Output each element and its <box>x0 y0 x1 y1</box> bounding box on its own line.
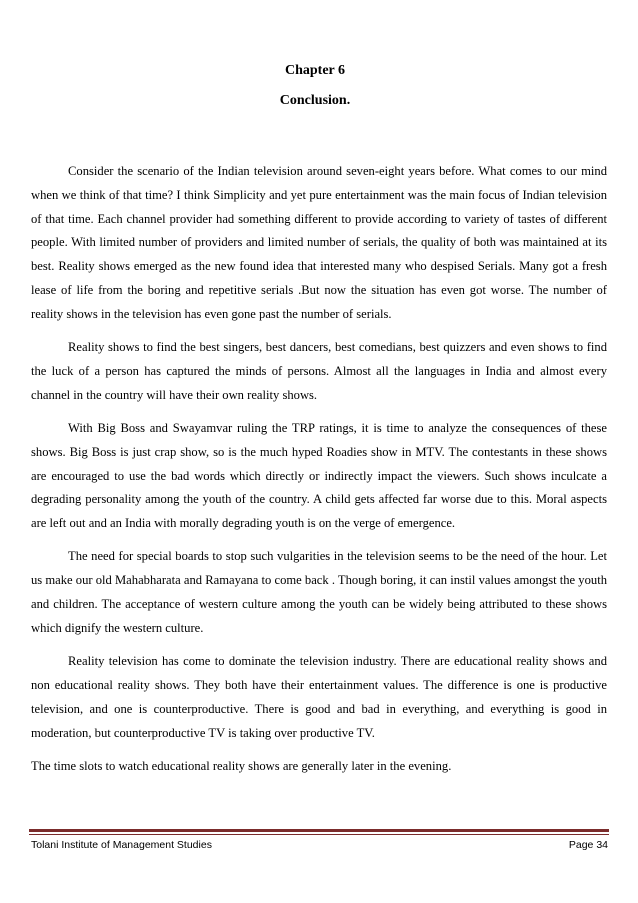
paragraph-6: The time slots to watch educational reality shows are generally later in the evening. <box>31 758 452 773</box>
footer-institute: Tolani Institute of Management Studies <box>31 839 212 851</box>
paragraph-1: Consider the scenario of the Indian television around seven-eight years before. What comes to our mind when we think of that time? I think Simplicity and yet pure entertainment was the main focus of Indian television of that time. Each channel provider had something different to provide according to variety of tastes of different people. With limited number of providers and limited number of serials, the quality of both was maintained at its best. Reality shows emerged as the new found idea that interested many who despised Serials. Many got a fresh lease of life from the boring and repetitive serials .But now the situation has even got worse. The number of reality shows in the television has even gone past the number of serials. <box>31 164 607 321</box>
paragraph-2: Reality shows to find the best singers, best dancers, best comedians, best quizzers and even shows to find the luck of a person has captured the minds of persons. Almost all the languages in India and almost every channel in the country will have their own reality shows. <box>31 340 607 402</box>
chapter-title: Conclusion. <box>279 93 351 108</box>
footer-rule-thick <box>29 829 609 832</box>
paragraph-3: With Big Boss and Swayamvar ruling the TRP ratings, it is time to analyze the consequences of these shows. Big Boss is just crap show, so is the much hyped Roadies show in MTV. The contestants in these shows are encouraged to use the bad words which directly or indirectly impact the viewers. Such shows inculcate a degrading personality among the youth of the country. A child gets affected far worse due to this. Moral aspects are left out and an India with morally degrading youth is on the verge of emergence. <box>31 420 607 531</box>
paragraph-5: Reality television has come to dominate the television industry. There are educational reality shows and non educational reality shows. They both have their entertainment values. The difference is one is productive television, and one is counterproductive. There is good and bad in everything, and everything is good in moderation, but counterproductive TV is taking over productive TV. <box>31 654 607 740</box>
footer-rule-thin <box>29 834 609 835</box>
chapter-number: Chapter 6 <box>284 63 346 78</box>
body-text <box>31 160 607 788</box>
paragraph-4: The need for special boards to stop such vulgarities in the television seems to be the need of the hour. Let us make our old Mahabharata and Ramayana to come back . Though boring, it can instil values amongst the youth and children. The acceptance of western culture among the youth can be widely being attributed to these shows which dignify the western culture. <box>31 549 607 635</box>
footer-page-number: Page 34 <box>568 839 608 851</box>
